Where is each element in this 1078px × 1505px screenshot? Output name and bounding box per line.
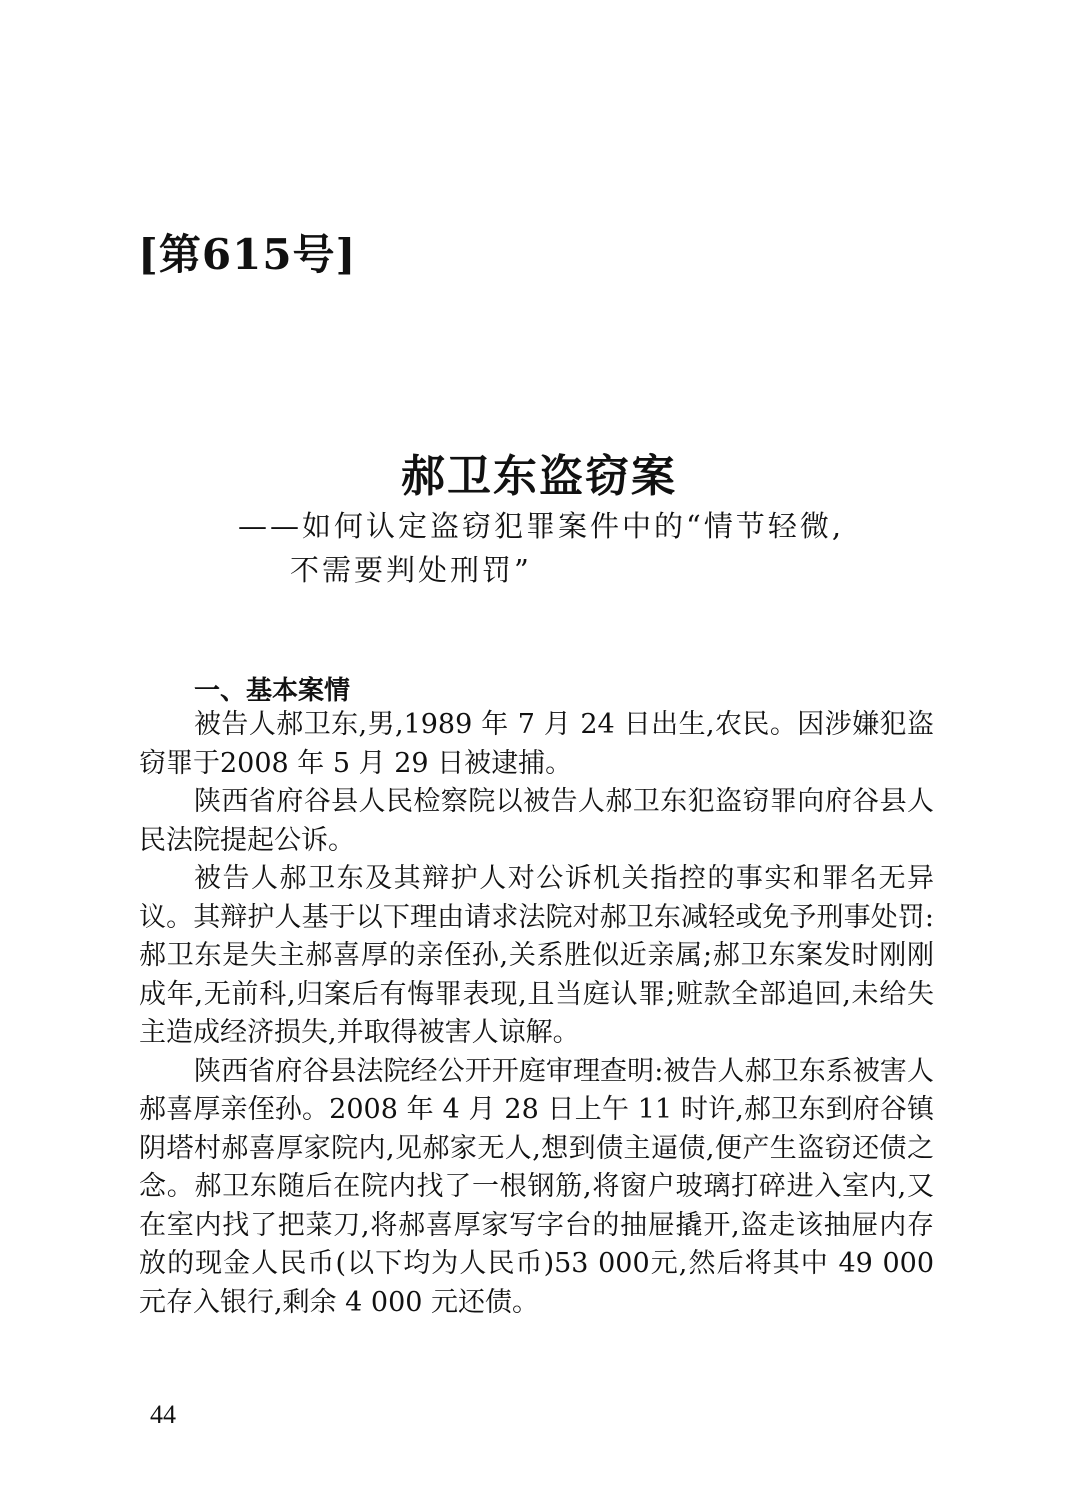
subtitle-line-1: ——如何认定盗窃犯罪案件中的“情节轻微, xyxy=(238,509,845,543)
case-subtitle xyxy=(238,504,844,592)
case-title: 郝卫东盗窃案 xyxy=(401,451,677,502)
page-number: 44 xyxy=(150,1400,176,1429)
paragraph-3: 被告人郝卫东及其辩护人对公诉机关指控的事实和罪名无异议。其辩护人基于以下理由请求法院对郝卫东减轻或免予刑事处罚:郝卫东是失主郝喜厚的亲侄孙,关系胜似近亲属;郝卫东案发时刚刚成年,无前科,归案后有悔罪表现,且当庭认罪;赃款全部追回,未给失主造成经济损失,并取得被害人谅解。 xyxy=(139,863,934,1048)
subtitle-line-2: 不需要判处刑罚” xyxy=(290,553,532,587)
paragraph-4: 陕西省府谷县法院经公开开庭审理查明:被告人郝卫东系被害人郝喜厚亲侄孙。2008 年 4 月 28 日上午 11 时许,郝卫东到府谷镇阴塔村郝喜厚家院内,见郝家无人,想到债主逼债,便产生盗窃还债之念。郝卫东随后在院内找了一根钢筋,将窗户玻璃打碎进入室内,又在室内找了把菜刀,将郝喜厚家写字台的抽屉撬开,盗走该抽屉内存放的现金人民币(以下均为人民币)53 000元,然后将其中 49 000 元存入银行,剩余 4 000 元还债。 xyxy=(139,1055,934,1318)
paragraph-1: 被告人郝卫东,男,1989 年 7 月 24 日出生,农民。因涉嫌犯盗窃罪于2008 年 5 月 29 日被逮捕。 xyxy=(139,709,934,779)
section-heading: 一、基本案情 xyxy=(194,676,351,706)
paragraph-2: 陕西省府谷县人民检察院以被告人郝卫东犯盗窃罪向府谷县人民法院提起公诉。 xyxy=(139,786,934,856)
body-text xyxy=(139,706,934,1322)
case-number: [第615号] xyxy=(138,230,357,279)
